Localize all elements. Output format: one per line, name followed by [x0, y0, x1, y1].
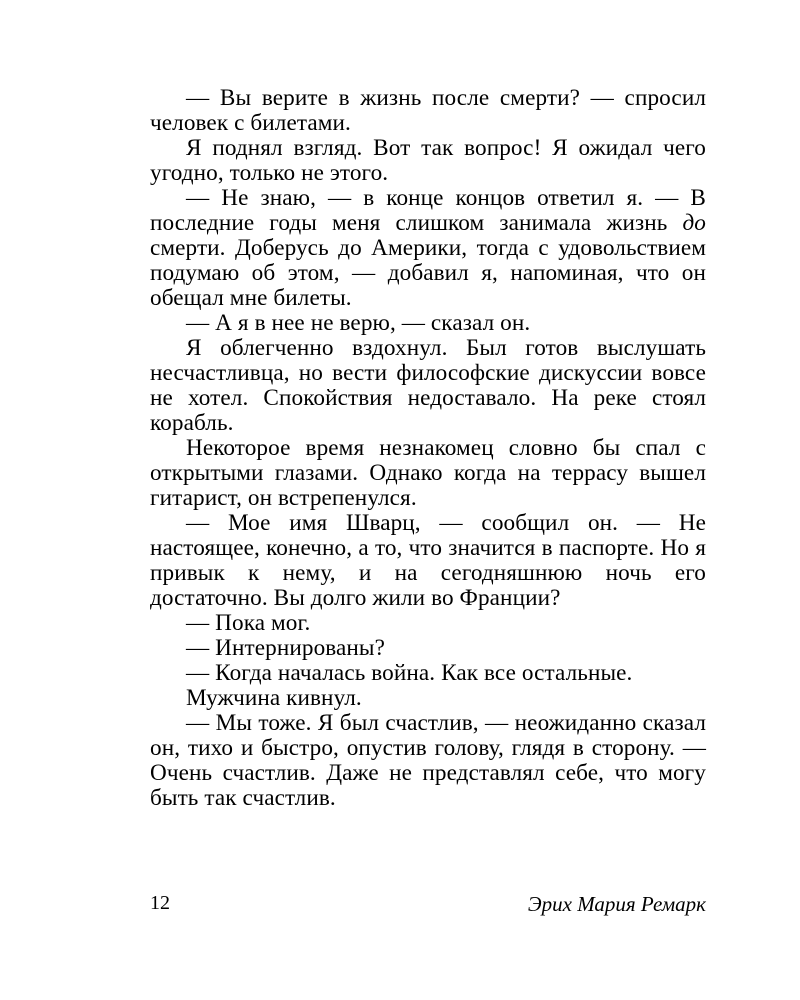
- paragraph: — Вы верите в жизнь после смерти? — спросил человек с билетами.: [150, 85, 706, 136]
- paragraph: — Интернированы?: [186, 635, 385, 661]
- running-head-author: Эрих Мария Ремарк: [527, 892, 706, 916]
- paragraph: Я поднял взгляд. Вот так вопрос! Я ожидал чего угодно, только не этого.: [150, 135, 706, 186]
- paragraph: — Пока мог.: [186, 610, 311, 636]
- paragraph-text: — Не знаю, — в конце концов ответил я. — В последние годы меня слишком занимала жизнь: [150, 185, 706, 236]
- paragraph: Мужчина кивнул.: [186, 685, 362, 711]
- paragraph: Некоторое время незнакомец словно бы спал с открытыми глазами. Однако когда на террасу вышел гитарист, он встрепенулся.: [150, 435, 706, 511]
- paragraph: — Мое имя Шварц, — сообщил он. — Не настоящее, конечно, а то, что значится в паспорте. Но я привык к нему, и на сегодняшнюю ночь его достаточно. Вы долго жили во Франции?: [150, 510, 706, 611]
- paragraph-text: смерти. Доберусь до Америки, тогда с удовольствием подумаю об этом, — добавил я, напоминая, что он обещал мне билеты.: [150, 235, 706, 311]
- page-number: 12: [150, 892, 170, 914]
- page-text-block: [150, 86, 706, 811]
- paragraph: [150, 186, 706, 311]
- paragraph: — Мы тоже. Я был счастлив, — неожиданно сказал он, тихо и быстро, опустив голову, глядя в сторону. — Очень счастлив. Даже не представлял себе, что могу быть так счастлив.: [150, 710, 706, 811]
- paragraph: — Когда началась война. Как все остальные.: [186, 660, 633, 686]
- emphasis-text: до: [682, 210, 706, 236]
- paragraph: Я облегченно вздохнул. Был готов выслушать несчастливца, но вести философские дискуссии вовсе не хотел. Спокойствия недоставало. На реке стоял корабль.: [150, 335, 706, 436]
- page-footer: [150, 890, 706, 920]
- paragraph: — А я в нее не верю, — сказал он.: [186, 310, 531, 336]
